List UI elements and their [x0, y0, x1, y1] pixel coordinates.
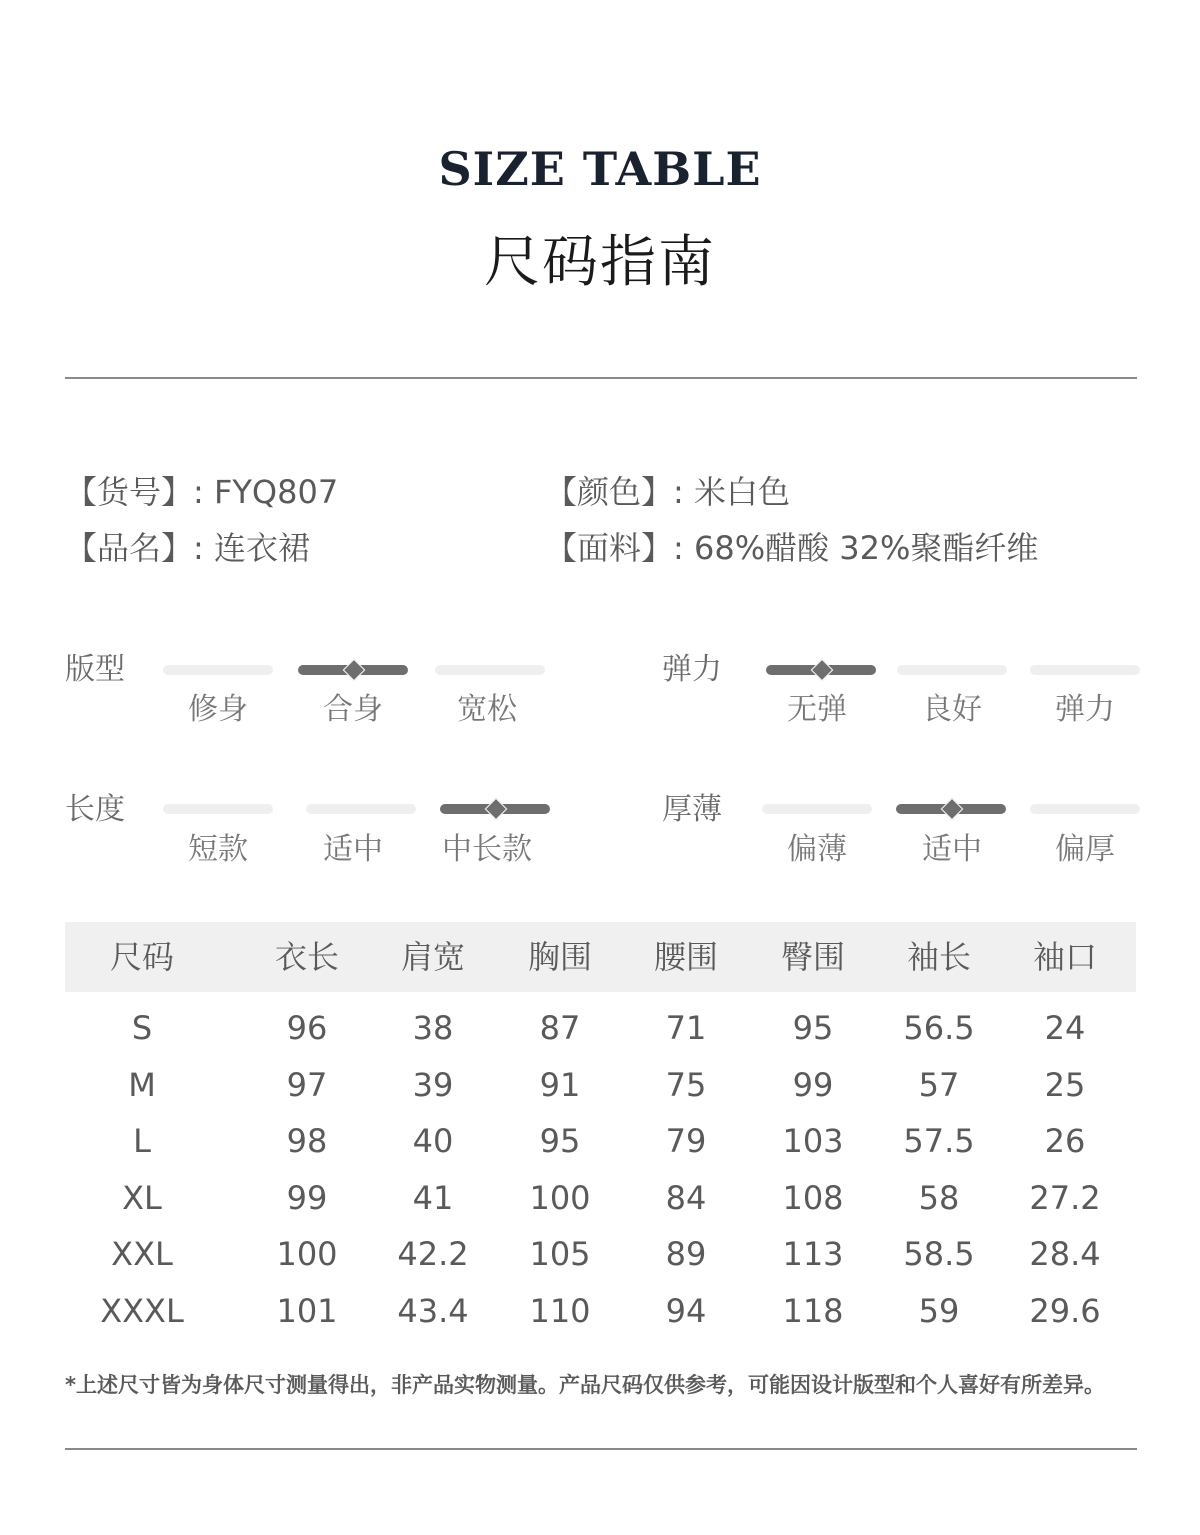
table-cell: 105 — [529, 1235, 591, 1273]
table-cell: M — [128, 1065, 156, 1104]
scale-option-label: 中长款 — [442, 832, 532, 867]
color-value: 米白色 — [693, 473, 790, 511]
table-cell: 89 — [665, 1235, 707, 1273]
table-header-cell: 腰围 — [653, 938, 718, 976]
scale-bar-selected — [440, 804, 550, 814]
table-cell: 113 — [782, 1235, 844, 1273]
table-cell: S — [131, 1009, 153, 1047]
scale-bar — [163, 804, 273, 814]
table-cell: 101 — [276, 1291, 338, 1330]
table-cell: XXXL — [100, 1291, 184, 1330]
table-cell: 27.2 — [1029, 1178, 1101, 1217]
table-cell: 96 — [286, 1009, 328, 1047]
table-cell: 28.4 — [1029, 1235, 1101, 1273]
scale-option-label: 短款 — [188, 832, 248, 867]
item-no-info — [65, 472, 338, 512]
table-cell: XXL — [111, 1235, 173, 1273]
top-divider — [65, 377, 1137, 379]
table-cell: 40 — [412, 1122, 454, 1160]
table-cell: 91 — [539, 1065, 581, 1104]
bottom-divider — [65, 1448, 1137, 1450]
table-header-cell: 肩宽 — [400, 938, 465, 976]
scale-bar — [897, 665, 1007, 675]
table-cell: 24 — [1044, 1009, 1086, 1047]
table-header-cell: 衣长 — [274, 938, 339, 976]
table-cell: 56.5 — [903, 1009, 975, 1047]
fabric-info — [545, 528, 1038, 568]
diamond-marker-icon — [941, 798, 964, 821]
table-cell: 99 — [286, 1178, 328, 1217]
scale-bar — [1030, 804, 1140, 814]
table-cell: 71 — [665, 1009, 707, 1047]
scale-bar — [306, 804, 416, 814]
scale-bar — [163, 665, 273, 675]
name-info — [65, 528, 310, 568]
item-no-label: 【货号】: — [65, 473, 204, 511]
table-cell: 26 — [1044, 1122, 1086, 1160]
color-info — [545, 472, 790, 512]
table-cell: 97 — [286, 1065, 328, 1104]
scale-option-label: 适中 — [323, 832, 383, 867]
scale-option-label: 无弹 — [787, 692, 847, 727]
table-cell: 110 — [529, 1291, 591, 1330]
scale-bar — [762, 804, 872, 814]
table-cell: 84 — [665, 1178, 707, 1217]
table-cell: 95 — [792, 1009, 834, 1047]
name-label: 【品名】: — [65, 529, 204, 567]
scale-bar-selected — [896, 804, 1006, 814]
table-header-cell: 臀围 — [780, 938, 845, 976]
table-cell: 58 — [918, 1178, 960, 1217]
attribute-title: 长度 — [65, 792, 125, 827]
table-cell: 94 — [665, 1291, 707, 1330]
table-cell: 59 — [918, 1291, 960, 1330]
scale-option-label: 适中 — [922, 832, 982, 867]
table-cell: 108 — [782, 1178, 844, 1217]
page-title-en: SIZE TABLE — [438, 142, 762, 196]
scale-option-label: 良好 — [922, 692, 982, 727]
scale-option-label: 偏薄 — [787, 832, 847, 867]
name-value: 连衣裙 — [213, 529, 310, 567]
diamond-marker-icon — [485, 798, 508, 821]
table-cell: 43.4 — [397, 1291, 469, 1330]
table-cell: 95 — [539, 1122, 581, 1160]
scale-bar — [1030, 665, 1140, 675]
table-cell: 118 — [782, 1291, 844, 1330]
scale-bar — [435, 665, 545, 675]
scale-option-label: 宽松 — [457, 692, 517, 727]
table-cell: 25 — [1044, 1065, 1086, 1104]
table-cell: 57 — [918, 1065, 960, 1104]
table-cell: 100 — [529, 1178, 591, 1217]
fabric-value: 68%醋酸 32%聚酯纤维 — [693, 529, 1039, 567]
color-label: 【颜色】: — [545, 473, 684, 511]
table-cell: 75 — [665, 1065, 707, 1104]
attribute-title: 版型 — [65, 652, 125, 687]
size-table-header — [65, 922, 1136, 992]
scale-option-label: 弹力 — [1055, 692, 1115, 727]
table-cell: 79 — [665, 1122, 707, 1160]
table-cell: 42.2 — [397, 1235, 469, 1273]
attribute-title: 弹力 — [662, 652, 722, 687]
diamond-marker-icon — [343, 659, 366, 682]
diamond-marker-icon — [811, 659, 834, 682]
fabric-label: 【面料】: — [545, 529, 684, 567]
table-cell: 98 — [286, 1122, 328, 1160]
scale-bar-selected — [766, 665, 876, 675]
scale-option-label: 修身 — [188, 692, 248, 727]
table-header-cell: 袖长 — [906, 938, 971, 976]
table-cell: 103 — [782, 1122, 844, 1160]
size-note: *上述尺寸皆为身体尺寸测量得出，非产品实物测量。产品尺码仅供参考，可能因设计版型和个人喜好有所差异。 — [65, 1373, 1105, 1397]
table-cell: 87 — [539, 1009, 581, 1047]
item-no-value: FYQ807 — [213, 473, 339, 511]
table-cell: L — [133, 1122, 151, 1160]
table-cell: 99 — [792, 1065, 834, 1104]
table-cell: 100 — [276, 1235, 338, 1273]
scale-option-label: 合身 — [323, 692, 383, 727]
scale-bar-selected — [298, 665, 408, 675]
table-header-cell: 尺码 — [109, 938, 174, 976]
table-header-cell: 胸围 — [527, 938, 592, 976]
page-title-cn: 尺码指南 — [484, 230, 716, 295]
table-header-cell: 袖口 — [1032, 938, 1097, 976]
table-cell: 38 — [412, 1009, 454, 1047]
table-cell: 58.5 — [903, 1235, 975, 1273]
scale-option-label: 偏厚 — [1055, 832, 1115, 867]
attribute-title: 厚薄 — [662, 792, 722, 827]
table-cell: 57.5 — [903, 1122, 975, 1160]
table-cell: 41 — [412, 1178, 454, 1217]
table-cell: 39 — [412, 1065, 454, 1104]
table-cell: XL — [122, 1178, 162, 1217]
table-cell: 29.6 — [1029, 1291, 1101, 1330]
